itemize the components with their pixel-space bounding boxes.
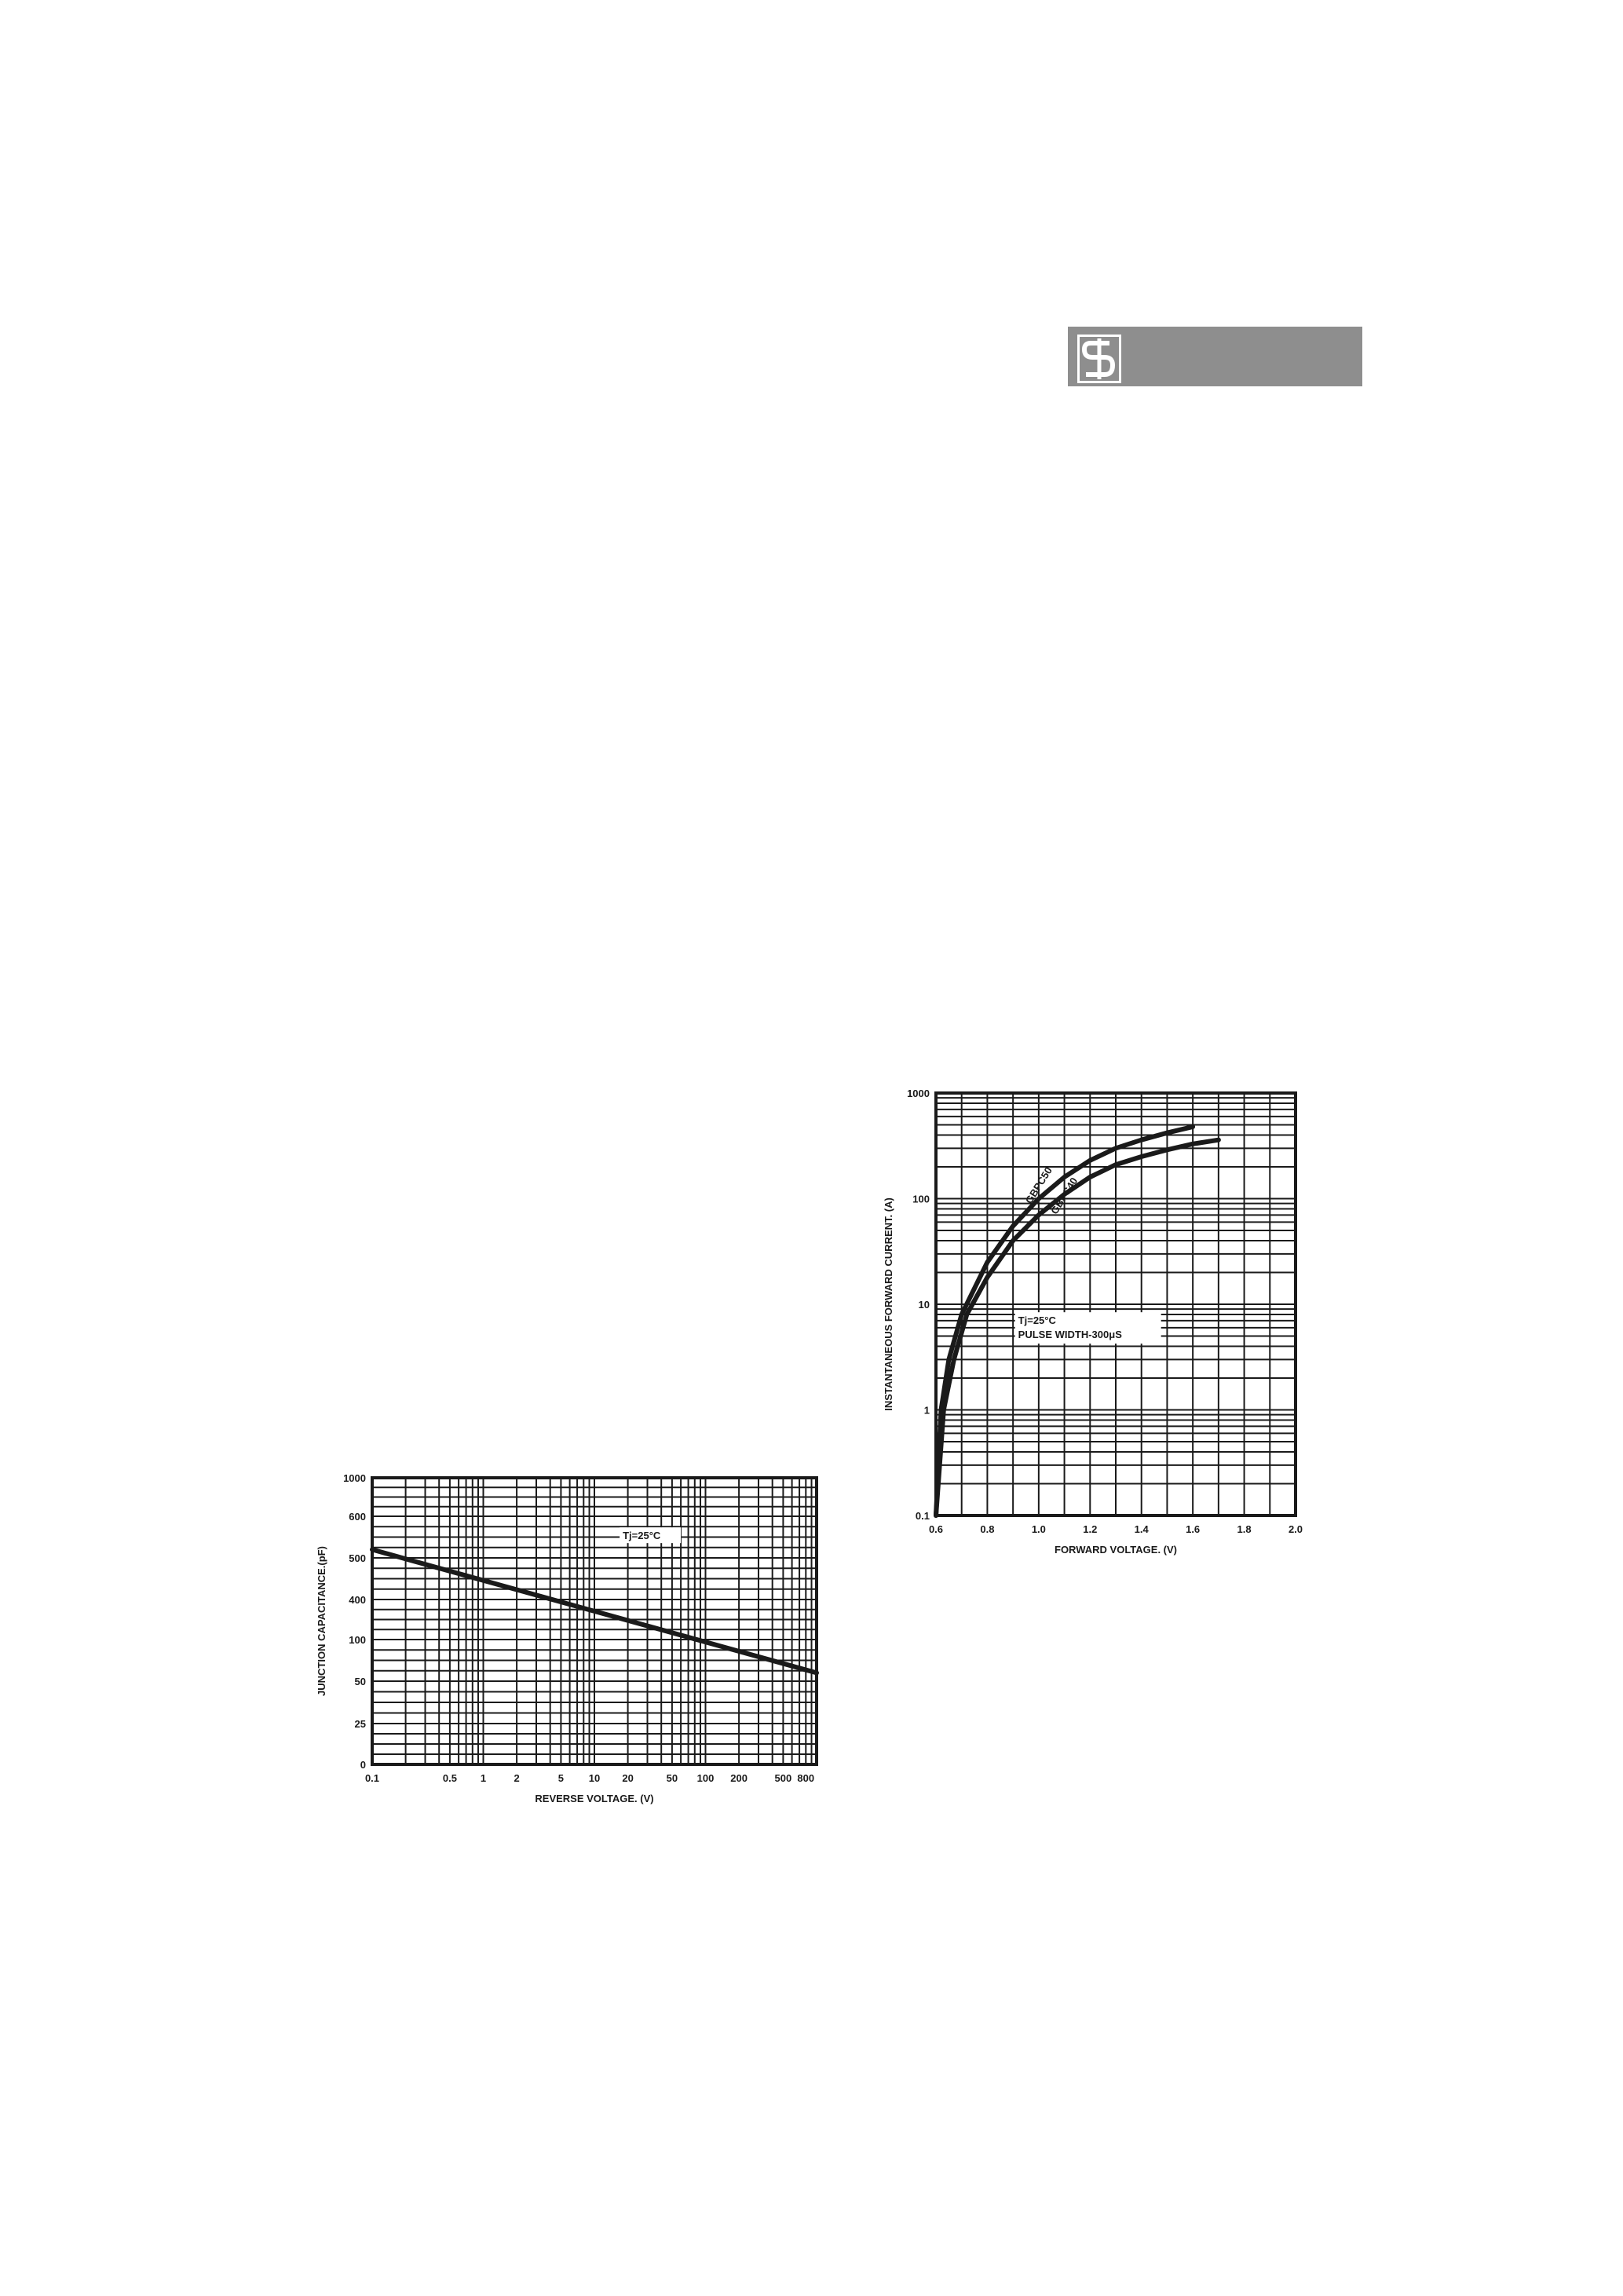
fig4-series-label-0: GBPC50 <box>1022 1164 1055 1206</box>
fig5-x-tick: 1 <box>480 1772 487 1784</box>
fig5-x-axis-label: REVERSE VOLTAGE. (V) <box>535 1793 654 1804</box>
fig4-annotation-line2: PULSE WIDTH-300μS <box>1018 1329 1122 1341</box>
fig1-chart <box>298 534 754 1021</box>
fig4-x-tick: 1.2 <box>1083 1523 1098 1535</box>
fig4-x-tick: 1.4 <box>1134 1523 1149 1535</box>
fig5-x-tick: 0.1 <box>364 1772 380 1784</box>
fig5-x-tick: 500 <box>774 1772 792 1784</box>
fig5-y-tick: 50 <box>354 1676 366 1687</box>
fig5-x-tick: 2 <box>514 1772 520 1784</box>
fig5-x-tick: 5 <box>557 1772 565 1784</box>
fig5-y-tick: 100 <box>349 1634 366 1646</box>
fig4-y-tick: 1000 <box>907 1088 930 1099</box>
fig5-y-tick: 25 <box>354 1718 366 1730</box>
fig4-x-tick: 1.0 <box>1031 1523 1046 1535</box>
fig4-x-tick: 0.6 <box>928 1523 944 1535</box>
fig4-x-tick: 0.8 <box>980 1523 995 1535</box>
fig4-y-axis-label: INSTANTANEOUS FORWARD CURRENT. (A) <box>883 1197 894 1411</box>
fig4-chart <box>872 1076 1335 1570</box>
fig5-y-tick: 1000 <box>343 1472 366 1484</box>
fig3-chart <box>298 1068 832 1413</box>
fig5-y-axis-label: JUNCTION CAPACITANCE.(pF) <box>316 1546 327 1696</box>
fig4-x-tick: 2.0 <box>1288 1523 1303 1535</box>
fig4-x-tick: 1.8 <box>1237 1523 1252 1535</box>
fig5-x-tick: 50 <box>666 1772 678 1784</box>
fig4-x-tick: 1.6 <box>1186 1523 1201 1535</box>
fig4-x-axis-label: FORWARD VOLTAGE. (V) <box>1055 1544 1177 1556</box>
fig5-x-tick: 200 <box>730 1772 748 1784</box>
fig5-annotation: Tj=25°C <box>623 1530 661 1542</box>
fig2-chart <box>872 534 1335 1021</box>
fig5-x-tick: 0.5 <box>442 1772 457 1784</box>
fig4-series-label-1: GBPC40 <box>1048 1175 1080 1216</box>
fig5-x-tick: 100 <box>696 1772 715 1784</box>
brand-logo-mark-icon <box>1077 335 1121 383</box>
fig5-y-tick: 500 <box>349 1552 366 1564</box>
fig5-chart <box>298 1461 832 1806</box>
fig5-x-tick: 10 <box>588 1772 601 1784</box>
fig4-y-tick: 10 <box>918 1299 930 1311</box>
fig5-y-tick: 600 <box>349 1511 366 1523</box>
fig4-y-tick: 100 <box>912 1193 930 1205</box>
fig4-y-tick: 1 <box>923 1404 930 1417</box>
fig4-annotation-line1: Tj=25°C <box>1018 1314 1056 1327</box>
fig5-x-tick: 800 <box>797 1772 815 1784</box>
fig5-y-tick: 400 <box>349 1594 366 1606</box>
fig5-y-tick: 0 <box>360 1759 366 1771</box>
fig4-y-tick: 0.1 <box>915 1510 930 1522</box>
fig5-x-tick: 20 <box>622 1772 634 1784</box>
